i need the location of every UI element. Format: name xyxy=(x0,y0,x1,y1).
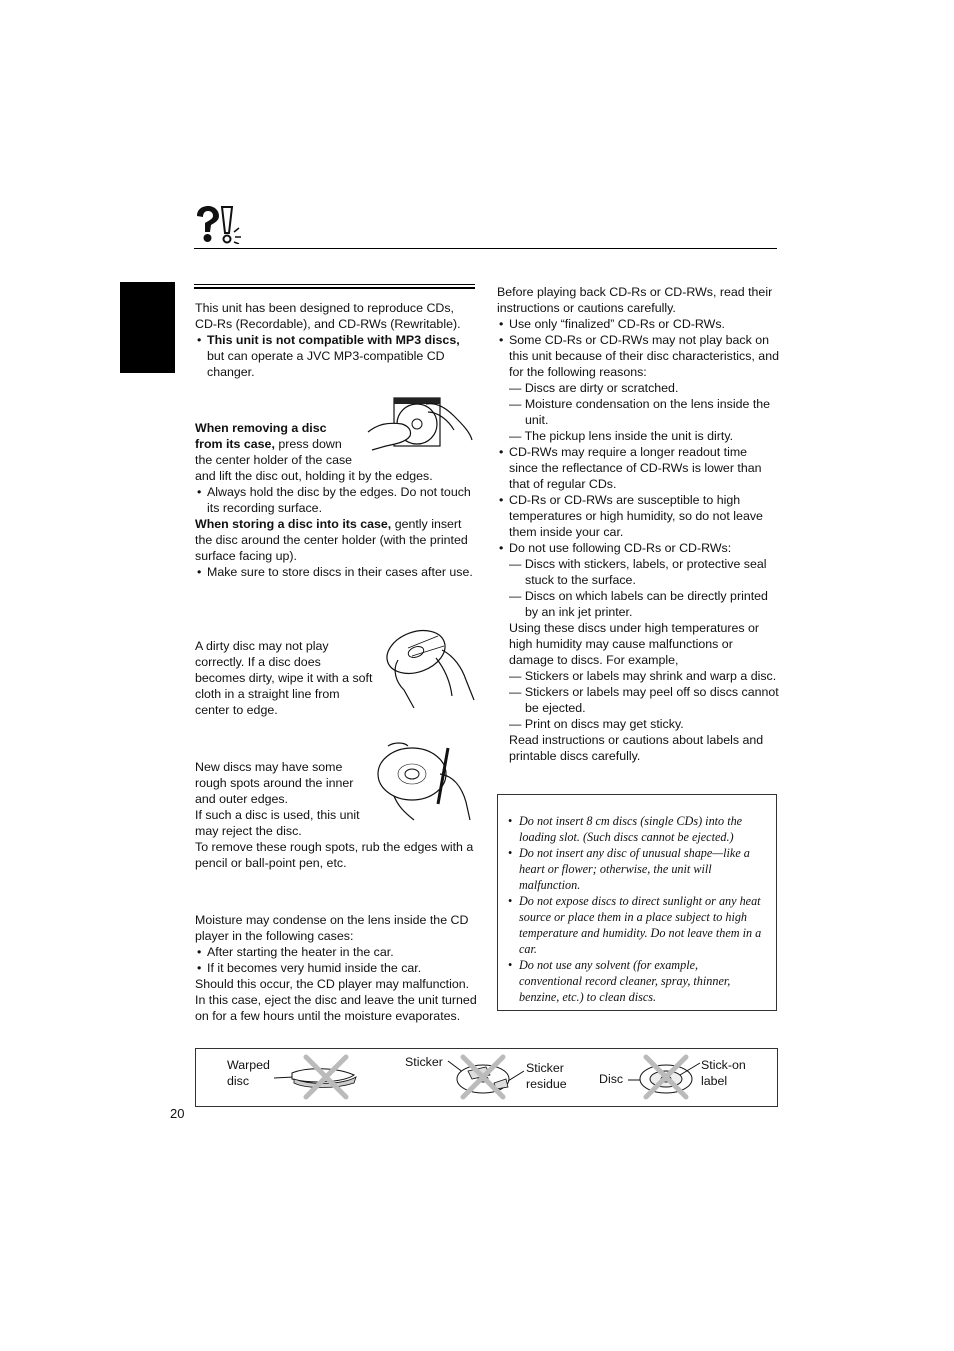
reason-2: — Moisture condensation on the lens inside the unit. xyxy=(509,397,771,427)
dirty-section xyxy=(195,638,373,718)
rough-text-2: If such a disc is used, this unit may reject the disc. xyxy=(195,808,360,838)
moisture-bullet-2: • If it becomes very humid inside the car. xyxy=(195,960,477,976)
example-3: — Print on discs may get sticky. xyxy=(509,717,684,731)
read-instructions: Read instructions or cautions about labels and printable discs carefully. xyxy=(509,733,764,763)
warped-disc-icon xyxy=(274,1057,356,1097)
cdr-bullet-5-list xyxy=(497,556,779,764)
disc-figure-drawings xyxy=(196,1049,777,1106)
removing-text-a: press down the center holder of the case xyxy=(195,437,353,467)
removing-paragraph xyxy=(195,420,355,468)
sticker-disc-icon xyxy=(448,1057,524,1097)
caution-box xyxy=(497,794,777,1011)
section-rule xyxy=(194,284,475,285)
example-2: — Stickers or labels may peel off so discs cannot be ejected. xyxy=(509,685,779,715)
avoid-paragraph: Using these discs under high temperatures or high humidity may cause malfunctions or damage to discs. For example, xyxy=(509,621,760,667)
removing-bold: When removing a disc from its case, xyxy=(195,421,327,451)
avoid-1: — Discs with stickers, labels, or protective seal stuck to the surface. xyxy=(509,557,767,587)
label-stick-on-label: Stick-on label xyxy=(701,1058,746,1088)
intro-bullet xyxy=(195,332,477,380)
caution-note-4: • Do not use any solvent (for example, conventional record cleaner, spray, thinner, benzine, etc.) to clean discs. xyxy=(508,957,764,1005)
moisture-bullet-1: • After starting the heater in the car. xyxy=(195,944,477,960)
rough-text-1: New discs may have some rough spots around the inner and outer edges. xyxy=(195,760,354,806)
reason-3: — The pickup lens inside the unit is dirty. xyxy=(509,429,734,443)
right-column xyxy=(497,284,779,764)
storing-paragraph xyxy=(195,516,477,564)
mp3-detail: but can operate a JVC MP3-compatible CD changer. xyxy=(207,349,445,379)
cdr-bullet-5: • Do not use following CD-Rs or CD-RWs: xyxy=(497,540,779,556)
dirty-text: A dirty disc may not play correctly. If a disc does becomes dirty, wipe it with a soft cloth in a straight line from center to edge. xyxy=(195,639,373,717)
storing-bold: When storing a disc into its case, xyxy=(195,517,392,531)
label-warped-disc: Warped disc xyxy=(227,1058,270,1088)
caution-note-3: • Do not expose discs to direct sunlight or any heat source or place them in a place subject to high temperature and humidity. Do not leave them in a car. xyxy=(508,893,764,957)
disc-figure-box xyxy=(195,1048,778,1107)
cdr-bullet-2: • Some CD-Rs or CD-RWs may not play back on this unit because of their disc characteristics, and for the following reasons: xyxy=(497,332,779,380)
page-number: 20 xyxy=(170,1106,185,1121)
label-disc: Disc xyxy=(599,1072,624,1086)
wiping-disc-illustration xyxy=(378,620,476,712)
section-rule-thick xyxy=(194,287,475,289)
moisture-text-1: Moisture may condense on the lens inside the CD player in the following cases: xyxy=(195,913,469,943)
cdr-bullet-1: • Use only “finalized” CD-Rs or CD-RWs. xyxy=(497,316,779,332)
rough-text-3: To remove these rough spots, rub the edges with a pencil or ball-point pen, etc. xyxy=(195,840,474,870)
cdr-bullet-4: • CD-Rs or CD-RWs are susceptible to high temperatures or high humidity, so do not leave them inside your car. xyxy=(497,492,779,540)
mp3-warning: This unit is not compatible with MP3 discs, xyxy=(207,333,460,347)
cdr-intro: Before playing back CD-Rs or CD-RWs, read their instructions or cautions carefully. xyxy=(497,285,773,315)
caution-note-2: • Do not insert any disc of unusual shape—like a heart or flower; otherwise, the unit will malfunction. xyxy=(508,845,764,893)
pencil-disc-illustration xyxy=(374,740,476,824)
reason-1: — Discs are dirty or scratched. xyxy=(509,381,679,395)
moisture-section xyxy=(195,912,477,1024)
removing-bullet: • Always hold the disc by the edges. Do not touch its recording surface. xyxy=(195,484,477,516)
moisture-text-2: Should this occur, the CD player may malfunction. In this case, eject the disc and leave the unit turned on for a few hours until the moisture evaporates. xyxy=(195,977,477,1023)
avoid-2: — Discs on which labels can be directly printed by an ink jet printer. xyxy=(509,589,768,619)
intro-paragraph: This unit has been designed to reproduce CDs, CD-Rs (Recordable), and CD-RWs (Rewritable). xyxy=(195,301,461,331)
side-tab xyxy=(120,282,175,373)
cdr-bullet-2-list xyxy=(497,380,779,444)
label-sticker-residue: Sticker residue xyxy=(526,1061,567,1091)
disc-case-illustration xyxy=(366,394,476,464)
left-intro xyxy=(195,300,477,380)
storing-bullet: • Make sure to store discs in their cases after use. xyxy=(195,564,477,580)
label-disc-icon xyxy=(628,1057,700,1097)
question-exclamation-icon xyxy=(194,206,244,244)
header-rule xyxy=(194,248,777,249)
storing-text: gently insert the disc around the center holder (with the printed surface facing up). xyxy=(195,517,468,563)
removing-text-b: and lift the disc out, holding it by the edges. xyxy=(195,469,433,483)
example-1: — Stickers or labels may shrink and warp a disc. xyxy=(509,669,777,683)
label-sticker: Sticker xyxy=(405,1055,443,1069)
caution-note-1: • Do not insert 8 cm discs (single CDs) into the loading slot. (Such discs cannot be ejected.) xyxy=(508,813,764,845)
cdr-bullet-3: • CD-RWs may require a longer readout time since the reflectance of CD-RWs is lower than that of regular CDs. xyxy=(497,444,779,492)
